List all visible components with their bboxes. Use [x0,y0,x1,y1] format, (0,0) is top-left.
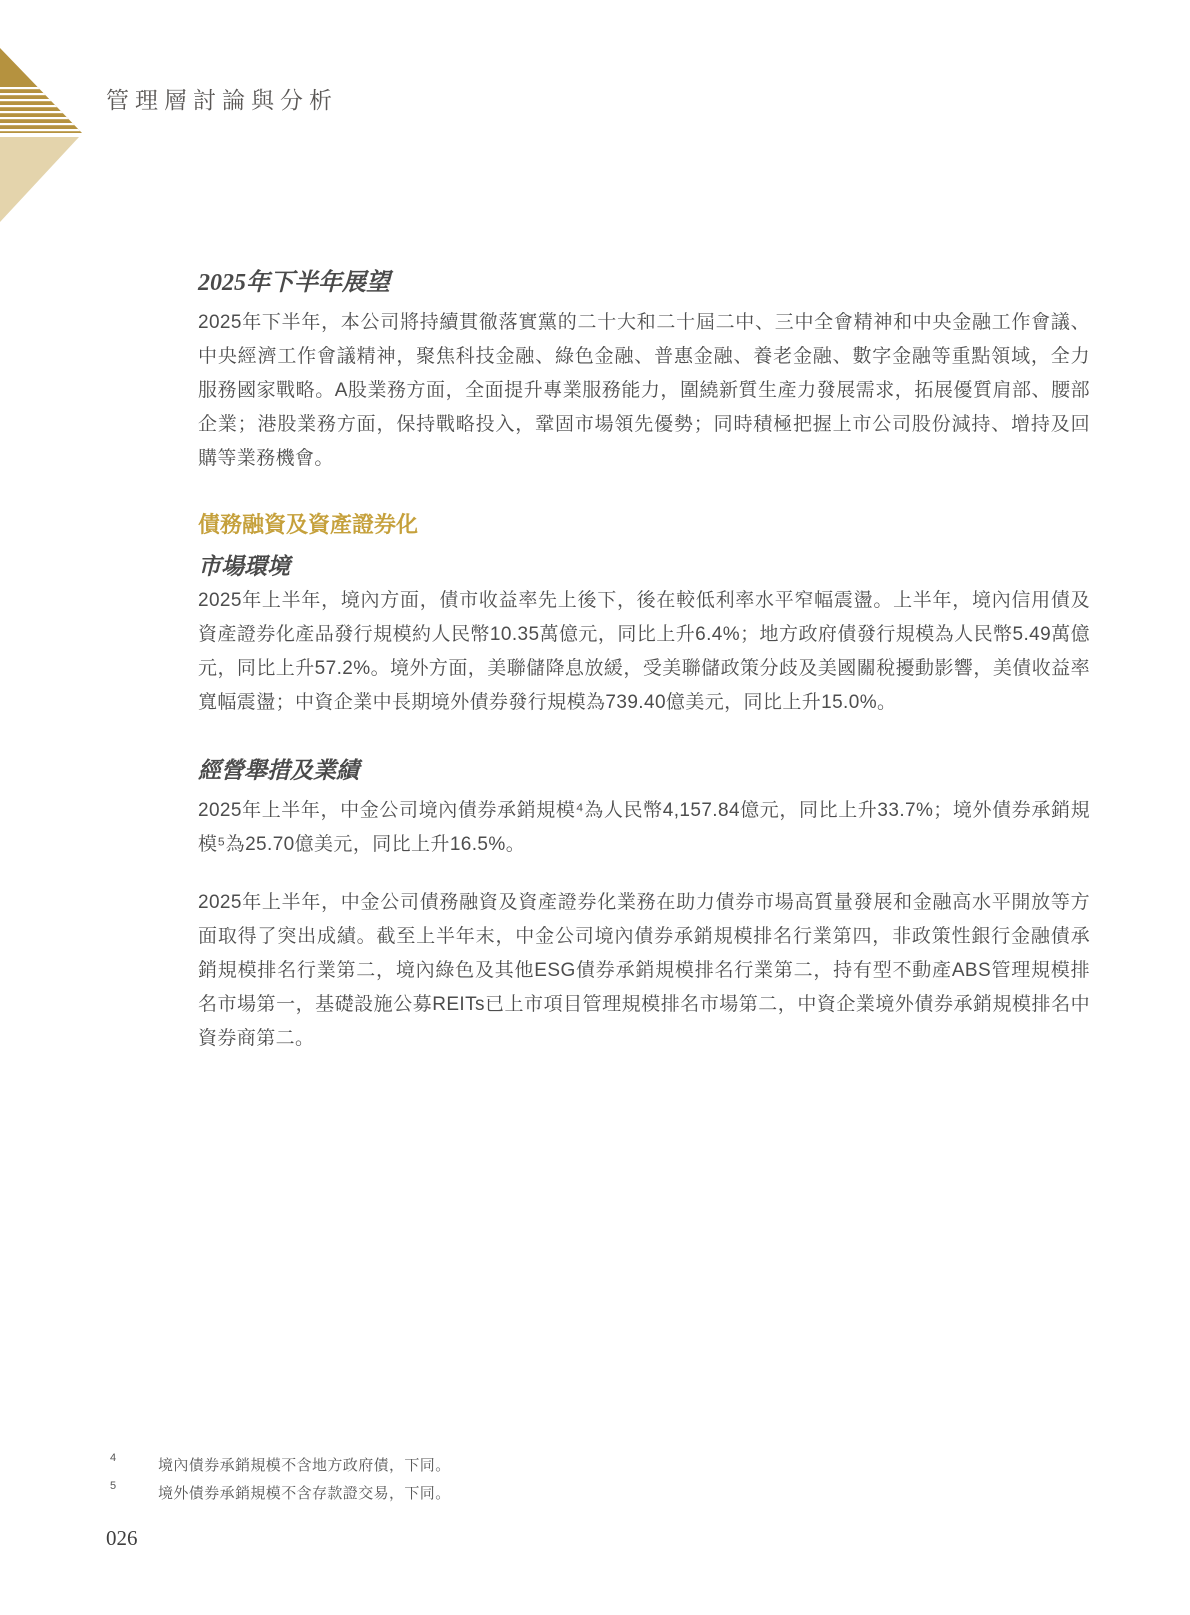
footnote-marker: 5 [110,1480,117,1492]
footnotes-block [108,1452,808,1508]
debt-section-heading: 債務融資及資產證券化 [198,512,419,537]
footnote-text: 境外債券承銷規模不含存款證交易，下同。 [158,1485,451,1502]
page-header-title: 管理層討論與分析 [106,88,338,113]
footnote-row [108,1452,808,1480]
business-performance-paragraph-2: 2025年上半年，中金公司債務融資及資產證券化業務在助力債券市場高質量發展和金融高水平開放等方面取得了突出成績。截至上半年末，中金公司境內債券承銷規模排名行業第四，非政策性銀行金融債承銷規模排名行業第二，境內綠色及其他ESG債券承銷規模排名行業第二，持有型不動產ABS管理規模排名市場第一，基礎設施公募REITs已上市項目管理規模排名市場第二，中資企業境外債券承銷規模排名中資券商第二。 [198,892,1090,1049]
business-performance-heading: 經營舉措及業績 [198,758,359,783]
footnote-marker: 4 [110,1452,117,1464]
page-number: 026 [106,1526,138,1550]
footnote-row [108,1480,808,1508]
outlook-section-heading: 2025年下半年展望 [198,270,390,296]
market-environment-heading: 市場環境 [198,554,290,579]
footnote-text: 境內債券承銷規模不含地方政府債，下同。 [158,1457,451,1474]
business-performance-paragraph-1: 2025年上半年，中金公司境內債券承銷規模⁴為人民幣4,157.84億元，同比上升33.7%；境外債券承銷規模⁵為25.70億美元，同比上升16.5%。 [198,800,1090,855]
market-environment-paragraph: 2025年上半年，境內方面，債市收益率先上後下，後在較低利率水平窄幅震盪。上半年，境內信用債及資產證券化產品發行規模約人民幣10.35萬億元，同比上升6.4%；地方政府債發行規模為人民幣5.49萬億元，同比上升57.2%。境外方面，美聯儲降息放緩，受美聯儲政策分歧及美國關稅擾動影響，美債收益率寬幅震盪；中資企業中長期境外債券發行規模為739.40億美元，同比上升15.0%。 [198,590,1090,713]
corner-triangle-logo-icon [0,0,100,240]
outlook-paragraph: 2025年下半年，本公司將持續貫徹落實黨的二十大和二十屆二中、三中全會精神和中央金融工作會議、中央經濟工作會議精神，聚焦科技金融、綠色金融、普惠金融、養老金融、數字金融等重點領域，全力服務國家戰略。A股業務方面，全面提升專業服務能力，圍繞新質生產力發展需求，拓展優質肩部、腰部企業；港股業務方面，保持戰略投入，鞏固市場領先優勢；同時積極把握上市公司股份減持、增持及回購等業務機會。 [198,312,1090,469]
